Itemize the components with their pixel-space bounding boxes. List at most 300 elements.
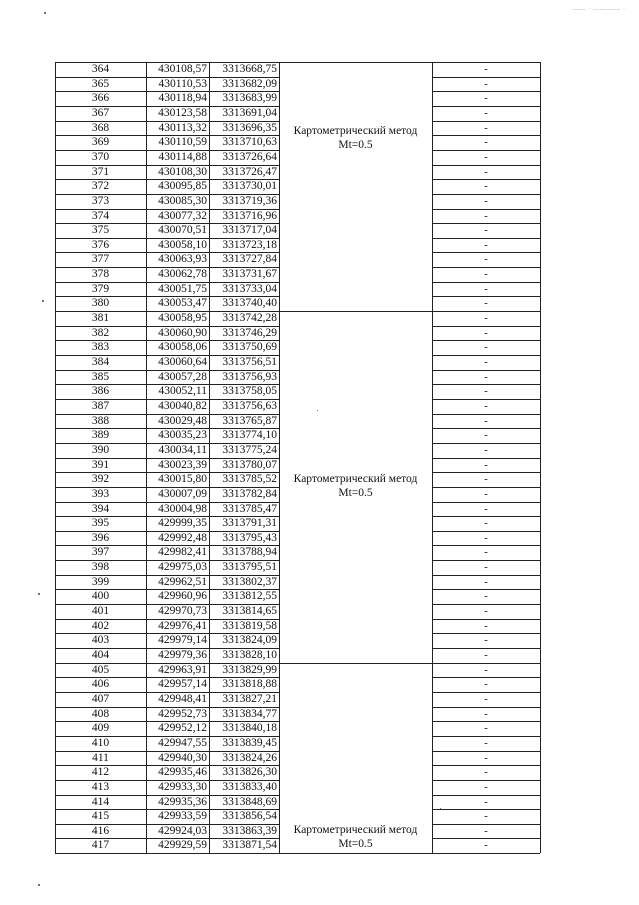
table-rule xyxy=(55,62,279,63)
table-row xyxy=(0,707,639,722)
point-number-cell: 370 xyxy=(91,150,110,163)
x-coordinate-cell: 430053,47 xyxy=(158,297,207,310)
value-cell: - xyxy=(484,180,488,193)
table-rule xyxy=(432,399,540,400)
y-coordinate-cell: 3313691,04 xyxy=(222,106,277,119)
column-rule xyxy=(55,62,56,853)
method-block-2 xyxy=(279,472,432,500)
table-rule xyxy=(55,326,279,327)
y-coordinate-cell: 3313740,40 xyxy=(222,297,277,310)
value-cell: - xyxy=(484,341,488,354)
table-rule xyxy=(432,736,540,737)
y-coordinate-cell: 3313775,24 xyxy=(222,443,277,456)
value-cell: - xyxy=(484,268,488,281)
point-number-cell: 372 xyxy=(91,180,110,193)
group-divider xyxy=(279,62,432,63)
table-rule xyxy=(55,282,279,283)
table-rule xyxy=(432,516,540,517)
value-cell: - xyxy=(484,106,488,119)
x-coordinate-cell: 430034,11 xyxy=(158,443,207,456)
x-coordinate-cell: 430110,53 xyxy=(158,77,207,90)
point-number-cell: 390 xyxy=(91,443,110,456)
value-cell: - xyxy=(484,766,488,779)
x-coordinate-cell: 429952,12 xyxy=(158,722,207,735)
value-cell: - xyxy=(484,634,488,647)
table-row xyxy=(0,355,639,370)
table-rule xyxy=(432,619,540,620)
y-coordinate-cell: 3313730,01 xyxy=(222,180,277,193)
table-row xyxy=(0,384,639,399)
table-rule xyxy=(55,838,279,839)
table-rule xyxy=(432,165,540,166)
point-number-cell: 402 xyxy=(91,619,110,632)
x-coordinate-cell: 429999,35 xyxy=(158,517,207,530)
table-row xyxy=(0,370,639,385)
table-row xyxy=(0,692,639,707)
x-coordinate-cell: 429933,30 xyxy=(158,780,207,793)
group-divider xyxy=(279,663,432,664)
y-coordinate-cell: 3313834,77 xyxy=(222,707,277,720)
x-coordinate-cell: 430004,98 xyxy=(158,502,207,515)
point-number-cell: 392 xyxy=(91,473,110,486)
x-coordinate-cell: 430118,94 xyxy=(158,92,207,105)
table-rule xyxy=(432,135,540,136)
column-rule xyxy=(146,62,147,853)
table-row xyxy=(0,106,639,121)
y-coordinate-cell: 3313827,21 xyxy=(222,692,277,705)
table-rule xyxy=(432,853,540,854)
table-rule xyxy=(55,692,279,693)
value-cell: - xyxy=(484,561,488,574)
y-coordinate-cell: 3313756,93 xyxy=(222,370,277,383)
x-coordinate-cell: 430123,58 xyxy=(158,106,207,119)
value-cell: - xyxy=(484,92,488,105)
x-coordinate-cell: 429975,03 xyxy=(158,561,207,574)
table-rule xyxy=(432,663,540,664)
column-rule xyxy=(432,62,433,853)
point-number-cell: 401 xyxy=(91,605,110,618)
y-coordinate-cell: 3313758,05 xyxy=(222,385,277,398)
table-row xyxy=(0,736,639,751)
x-coordinate-cell: 430058,06 xyxy=(158,341,207,354)
table-rule xyxy=(432,472,540,473)
table-rule xyxy=(55,795,279,796)
table-rule xyxy=(432,179,540,180)
value-cell: - xyxy=(484,795,488,808)
value-cell: - xyxy=(484,209,488,222)
point-number-cell: 413 xyxy=(91,780,110,793)
value-cell: - xyxy=(484,150,488,163)
table-rule xyxy=(432,384,540,385)
table-rule xyxy=(432,575,540,576)
table-rule xyxy=(432,267,540,268)
table-row xyxy=(0,751,639,766)
y-coordinate-cell: 3313710,63 xyxy=(222,136,277,149)
x-coordinate-cell: 429940,30 xyxy=(158,751,207,764)
point-number-cell: 414 xyxy=(91,795,110,808)
table-rule xyxy=(55,487,279,488)
value-cell: - xyxy=(484,385,488,398)
x-coordinate-cell: 429935,46 xyxy=(158,766,207,779)
point-number-cell: 385 xyxy=(91,370,110,383)
table-rule xyxy=(432,502,540,503)
x-coordinate-cell: 429952,73 xyxy=(158,707,207,720)
value-cell: - xyxy=(484,502,488,515)
point-number-cell: 378 xyxy=(91,268,110,281)
point-number-cell: 376 xyxy=(91,238,110,251)
table-row xyxy=(0,428,639,443)
y-coordinate-cell: 3313795,51 xyxy=(222,561,277,574)
y-coordinate-cell: 3313782,84 xyxy=(222,487,277,500)
point-number-cell: 382 xyxy=(91,326,110,339)
table-rule xyxy=(55,765,279,766)
y-coordinate-cell: 3313726,64 xyxy=(222,150,277,163)
table-rule xyxy=(55,502,279,503)
x-coordinate-cell: 430114,88 xyxy=(158,150,207,163)
table-rule xyxy=(55,238,279,239)
value-cell: - xyxy=(484,590,488,603)
table-rule xyxy=(432,223,540,224)
value-cell: - xyxy=(484,356,488,368)
x-coordinate-cell: 429929,59 xyxy=(158,839,207,852)
point-number-cell: 367 xyxy=(91,106,110,119)
value-cell: - xyxy=(484,692,488,705)
y-coordinate-cell: 3313723,18 xyxy=(222,238,277,251)
table-rule xyxy=(432,77,540,78)
y-coordinate-cell: 3313788,94 xyxy=(222,546,277,559)
y-coordinate-cell: 3313785,52 xyxy=(222,473,277,486)
table-rule xyxy=(55,780,279,781)
value-cell: - xyxy=(484,531,488,544)
table-rule xyxy=(55,677,279,678)
method-label: Картометрический метод xyxy=(293,824,418,836)
y-coordinate-cell: 3313716,96 xyxy=(222,209,277,222)
table-row xyxy=(0,252,639,267)
point-number-cell: 388 xyxy=(91,414,110,427)
y-coordinate-cell: 3313824,26 xyxy=(222,751,277,764)
method-label: Картометрический метод xyxy=(293,125,418,137)
table-rule xyxy=(55,77,279,78)
table-rule xyxy=(55,619,279,620)
value-cell: - xyxy=(484,121,488,134)
point-number-cell: 407 xyxy=(91,692,110,705)
y-coordinate-cell: 3313839,45 xyxy=(222,736,277,749)
point-number-cell: 366 xyxy=(91,92,110,105)
value-cell: - xyxy=(484,663,488,676)
table-row xyxy=(0,326,639,341)
x-coordinate-cell: 430110,59 xyxy=(158,136,207,149)
column-rule xyxy=(209,62,210,853)
table-row xyxy=(0,282,639,297)
point-number-cell: 371 xyxy=(91,165,110,178)
value-cell: - xyxy=(484,399,488,412)
value-cell: - xyxy=(484,839,488,852)
table-rule xyxy=(432,692,540,693)
y-coordinate-cell: 3313818,88 xyxy=(222,678,277,691)
table-row xyxy=(0,604,639,619)
y-coordinate-cell: 3313824,09 xyxy=(222,634,277,647)
table-rule xyxy=(55,751,279,752)
x-coordinate-cell: 430060,90 xyxy=(158,326,207,339)
column-rule xyxy=(540,62,541,853)
y-coordinate-cell: 3313848,69 xyxy=(222,795,277,808)
point-number-cell: 411 xyxy=(92,751,109,764)
y-coordinate-cell: 3313812,55 xyxy=(222,590,277,603)
value-cell: - xyxy=(484,253,488,266)
table-rule xyxy=(432,370,540,371)
table-rule xyxy=(432,751,540,752)
value-cell: - xyxy=(484,707,488,720)
x-coordinate-cell: 429948,41 xyxy=(158,692,207,705)
y-coordinate-cell: 3313717,04 xyxy=(222,224,277,237)
table-rule xyxy=(432,238,540,239)
point-number-cell: 396 xyxy=(91,531,110,544)
value-cell: - xyxy=(484,458,488,471)
value-cell: - xyxy=(484,224,488,237)
value-cell: - xyxy=(484,810,488,823)
table-rule xyxy=(55,179,279,180)
y-coordinate-cell: 3313742,28 xyxy=(222,312,277,325)
point-number-cell: 417 xyxy=(91,839,110,852)
table-rule xyxy=(432,487,540,488)
y-coordinate-cell: 3313856,54 xyxy=(222,810,277,823)
table-rule xyxy=(55,252,279,253)
x-coordinate-cell: 430063,93 xyxy=(158,253,207,266)
table-rule xyxy=(432,809,540,810)
table-row xyxy=(0,458,639,473)
value-cell: - xyxy=(484,238,488,251)
table-rule xyxy=(432,458,540,459)
table-rule xyxy=(432,194,540,195)
point-number-cell: 408 xyxy=(91,707,110,720)
table-row xyxy=(0,531,639,546)
table-row xyxy=(0,619,639,634)
method-block-3 xyxy=(279,823,432,851)
column-rule xyxy=(279,62,280,853)
table-rule xyxy=(432,838,540,839)
table-rule xyxy=(55,223,279,224)
table-rule xyxy=(432,340,540,341)
table-rule xyxy=(432,326,540,327)
x-coordinate-cell: 429935,36 xyxy=(158,795,207,808)
point-number-cell: 394 xyxy=(91,502,110,515)
x-coordinate-cell: 430077,32 xyxy=(158,209,207,222)
table-row xyxy=(0,223,639,238)
x-coordinate-cell: 430085,30 xyxy=(158,194,207,207)
table-rule xyxy=(432,443,540,444)
value-cell: - xyxy=(484,443,488,456)
table-row xyxy=(0,311,639,326)
x-coordinate-cell: 430058,10 xyxy=(158,238,207,251)
scan-speck xyxy=(38,884,40,886)
value-cell: - xyxy=(484,575,488,588)
table-rule xyxy=(55,516,279,517)
value-cell: - xyxy=(484,546,488,559)
point-number-cell: 398 xyxy=(91,561,110,574)
table-row xyxy=(0,648,639,663)
y-coordinate-cell: 3313829,99 xyxy=(222,663,277,676)
table-row xyxy=(0,809,639,824)
table-rule xyxy=(432,428,540,429)
x-coordinate-cell: 430060,64 xyxy=(158,356,207,368)
table-row xyxy=(0,780,639,795)
x-coordinate-cell: 430035,23 xyxy=(158,429,207,442)
table-rule xyxy=(55,150,279,151)
point-number-cell: 375 xyxy=(91,224,110,237)
table-rule xyxy=(55,560,279,561)
value-cell: - xyxy=(484,824,488,837)
y-coordinate-cell: 3313819,58 xyxy=(222,619,277,632)
x-coordinate-cell: 430057,28 xyxy=(158,370,207,383)
y-coordinate-cell: 3313780,07 xyxy=(222,458,277,471)
table-rule xyxy=(55,589,279,590)
point-number-cell: 377 xyxy=(91,253,110,266)
table-row xyxy=(0,721,639,736)
point-number-cell: 384 xyxy=(91,356,110,368)
point-number-cell: 400 xyxy=(91,590,110,603)
table-row xyxy=(0,502,639,517)
y-coordinate-cell: 3313785,47 xyxy=(222,502,277,515)
value-cell: - xyxy=(484,649,488,661)
table-rule xyxy=(432,589,540,590)
table-rule xyxy=(55,370,279,371)
corner-mark: —— · ———— · xyxy=(572,5,626,13)
point-number-cell: 405 xyxy=(91,663,110,676)
x-coordinate-cell: 429933,59 xyxy=(158,810,207,823)
table-rule xyxy=(55,853,279,854)
table-rule xyxy=(432,707,540,708)
x-coordinate-cell: 430052,11 xyxy=(158,385,207,398)
table-row xyxy=(0,340,639,355)
x-coordinate-cell: 429970,73 xyxy=(158,605,207,618)
x-coordinate-cell: 430095,85 xyxy=(158,180,207,193)
table-rule xyxy=(55,428,279,429)
point-number-cell: 368 xyxy=(91,121,110,134)
table-rule xyxy=(432,765,540,766)
value-cell: - xyxy=(484,678,488,691)
table-rule xyxy=(55,736,279,737)
table-rule xyxy=(432,296,540,297)
table-rule xyxy=(432,795,540,796)
table-rule xyxy=(432,531,540,532)
table-rule xyxy=(55,531,279,532)
x-coordinate-cell: 429947,55 xyxy=(158,736,207,749)
table-rule xyxy=(432,209,540,210)
table-rule xyxy=(432,414,540,415)
y-coordinate-cell: 3313826,30 xyxy=(222,766,277,779)
table-rule xyxy=(55,106,279,107)
value-cell: - xyxy=(484,619,488,632)
y-coordinate-cell: 3313795,43 xyxy=(222,531,277,544)
table-row xyxy=(0,399,639,414)
table-rule xyxy=(432,633,540,634)
point-number-cell: 416 xyxy=(91,824,110,837)
value-cell: - xyxy=(484,63,488,75)
point-number-cell: 386 xyxy=(91,385,110,398)
x-coordinate-cell: 429957,14 xyxy=(158,678,207,691)
x-coordinate-cell: 429924,03 xyxy=(158,824,207,837)
table-rule xyxy=(55,296,279,297)
x-coordinate-cell: 430029,48 xyxy=(158,414,207,427)
table-rule xyxy=(55,355,279,356)
table-rule xyxy=(55,824,279,825)
table-rule xyxy=(432,560,540,561)
y-coordinate-cell: 3313750,69 xyxy=(222,341,277,354)
table-rule xyxy=(55,707,279,708)
x-coordinate-cell: 429960,96 xyxy=(158,590,207,603)
x-coordinate-cell: 430040,82 xyxy=(158,399,207,412)
x-coordinate-cell: 430108,30 xyxy=(158,165,207,178)
table-row xyxy=(0,414,639,429)
table-rule xyxy=(55,135,279,136)
point-number-cell: 393 xyxy=(91,487,110,500)
y-coordinate-cell: 3313696,35 xyxy=(222,121,277,134)
scan-speck xyxy=(44,12,46,14)
value-cell: - xyxy=(484,722,488,735)
table-row xyxy=(0,179,639,194)
table-rule xyxy=(55,414,279,415)
table-rule xyxy=(432,91,540,92)
table-row xyxy=(0,77,639,92)
table-row xyxy=(0,795,639,810)
y-coordinate-cell: 3313668,75 xyxy=(222,63,277,75)
method-scale: Mt=0.5 xyxy=(338,487,373,499)
table-rule xyxy=(432,824,540,825)
point-number-cell: 410 xyxy=(91,736,110,749)
point-number-cell: 383 xyxy=(91,341,110,354)
table-rule xyxy=(55,340,279,341)
table-row xyxy=(0,516,639,531)
table-rule xyxy=(55,165,279,166)
y-coordinate-cell: 3313683,99 xyxy=(222,92,277,105)
point-number-cell: 373 xyxy=(91,194,110,207)
table-row xyxy=(0,62,639,77)
y-coordinate-cell: 3313774,10 xyxy=(222,429,277,442)
y-coordinate-cell: 3313814,65 xyxy=(222,605,277,618)
point-number-cell: 379 xyxy=(91,282,110,295)
table-rule xyxy=(432,252,540,253)
table-row xyxy=(0,194,639,209)
table-rule xyxy=(55,194,279,195)
table-rule xyxy=(432,62,540,63)
table-rule xyxy=(55,575,279,576)
table-row xyxy=(0,267,639,282)
table-rule xyxy=(55,633,279,634)
table-rule xyxy=(55,311,279,312)
table-rule xyxy=(432,311,540,312)
table-rule xyxy=(432,721,540,722)
value-cell: - xyxy=(484,487,488,500)
y-coordinate-cell: 3313871,54 xyxy=(222,839,277,852)
table-row xyxy=(0,633,639,648)
point-number-cell: 381 xyxy=(91,312,110,325)
x-coordinate-cell: 429962,51 xyxy=(158,575,207,588)
y-coordinate-cell: 3313828,10 xyxy=(222,649,277,661)
table-rule xyxy=(55,399,279,400)
table-rule xyxy=(55,809,279,810)
method-scale: Mt=0.5 xyxy=(338,838,373,850)
table-rule xyxy=(432,282,540,283)
table-rule xyxy=(432,780,540,781)
point-number-cell: 406 xyxy=(91,678,110,691)
table-row xyxy=(0,209,639,224)
method-scale: Mt=0.5 xyxy=(338,139,373,151)
x-coordinate-cell: 429976,41 xyxy=(158,619,207,632)
table-row xyxy=(0,545,639,560)
x-coordinate-cell: 429979,36 xyxy=(158,649,207,661)
value-cell: - xyxy=(484,165,488,178)
x-coordinate-cell: 430070,51 xyxy=(158,224,207,237)
